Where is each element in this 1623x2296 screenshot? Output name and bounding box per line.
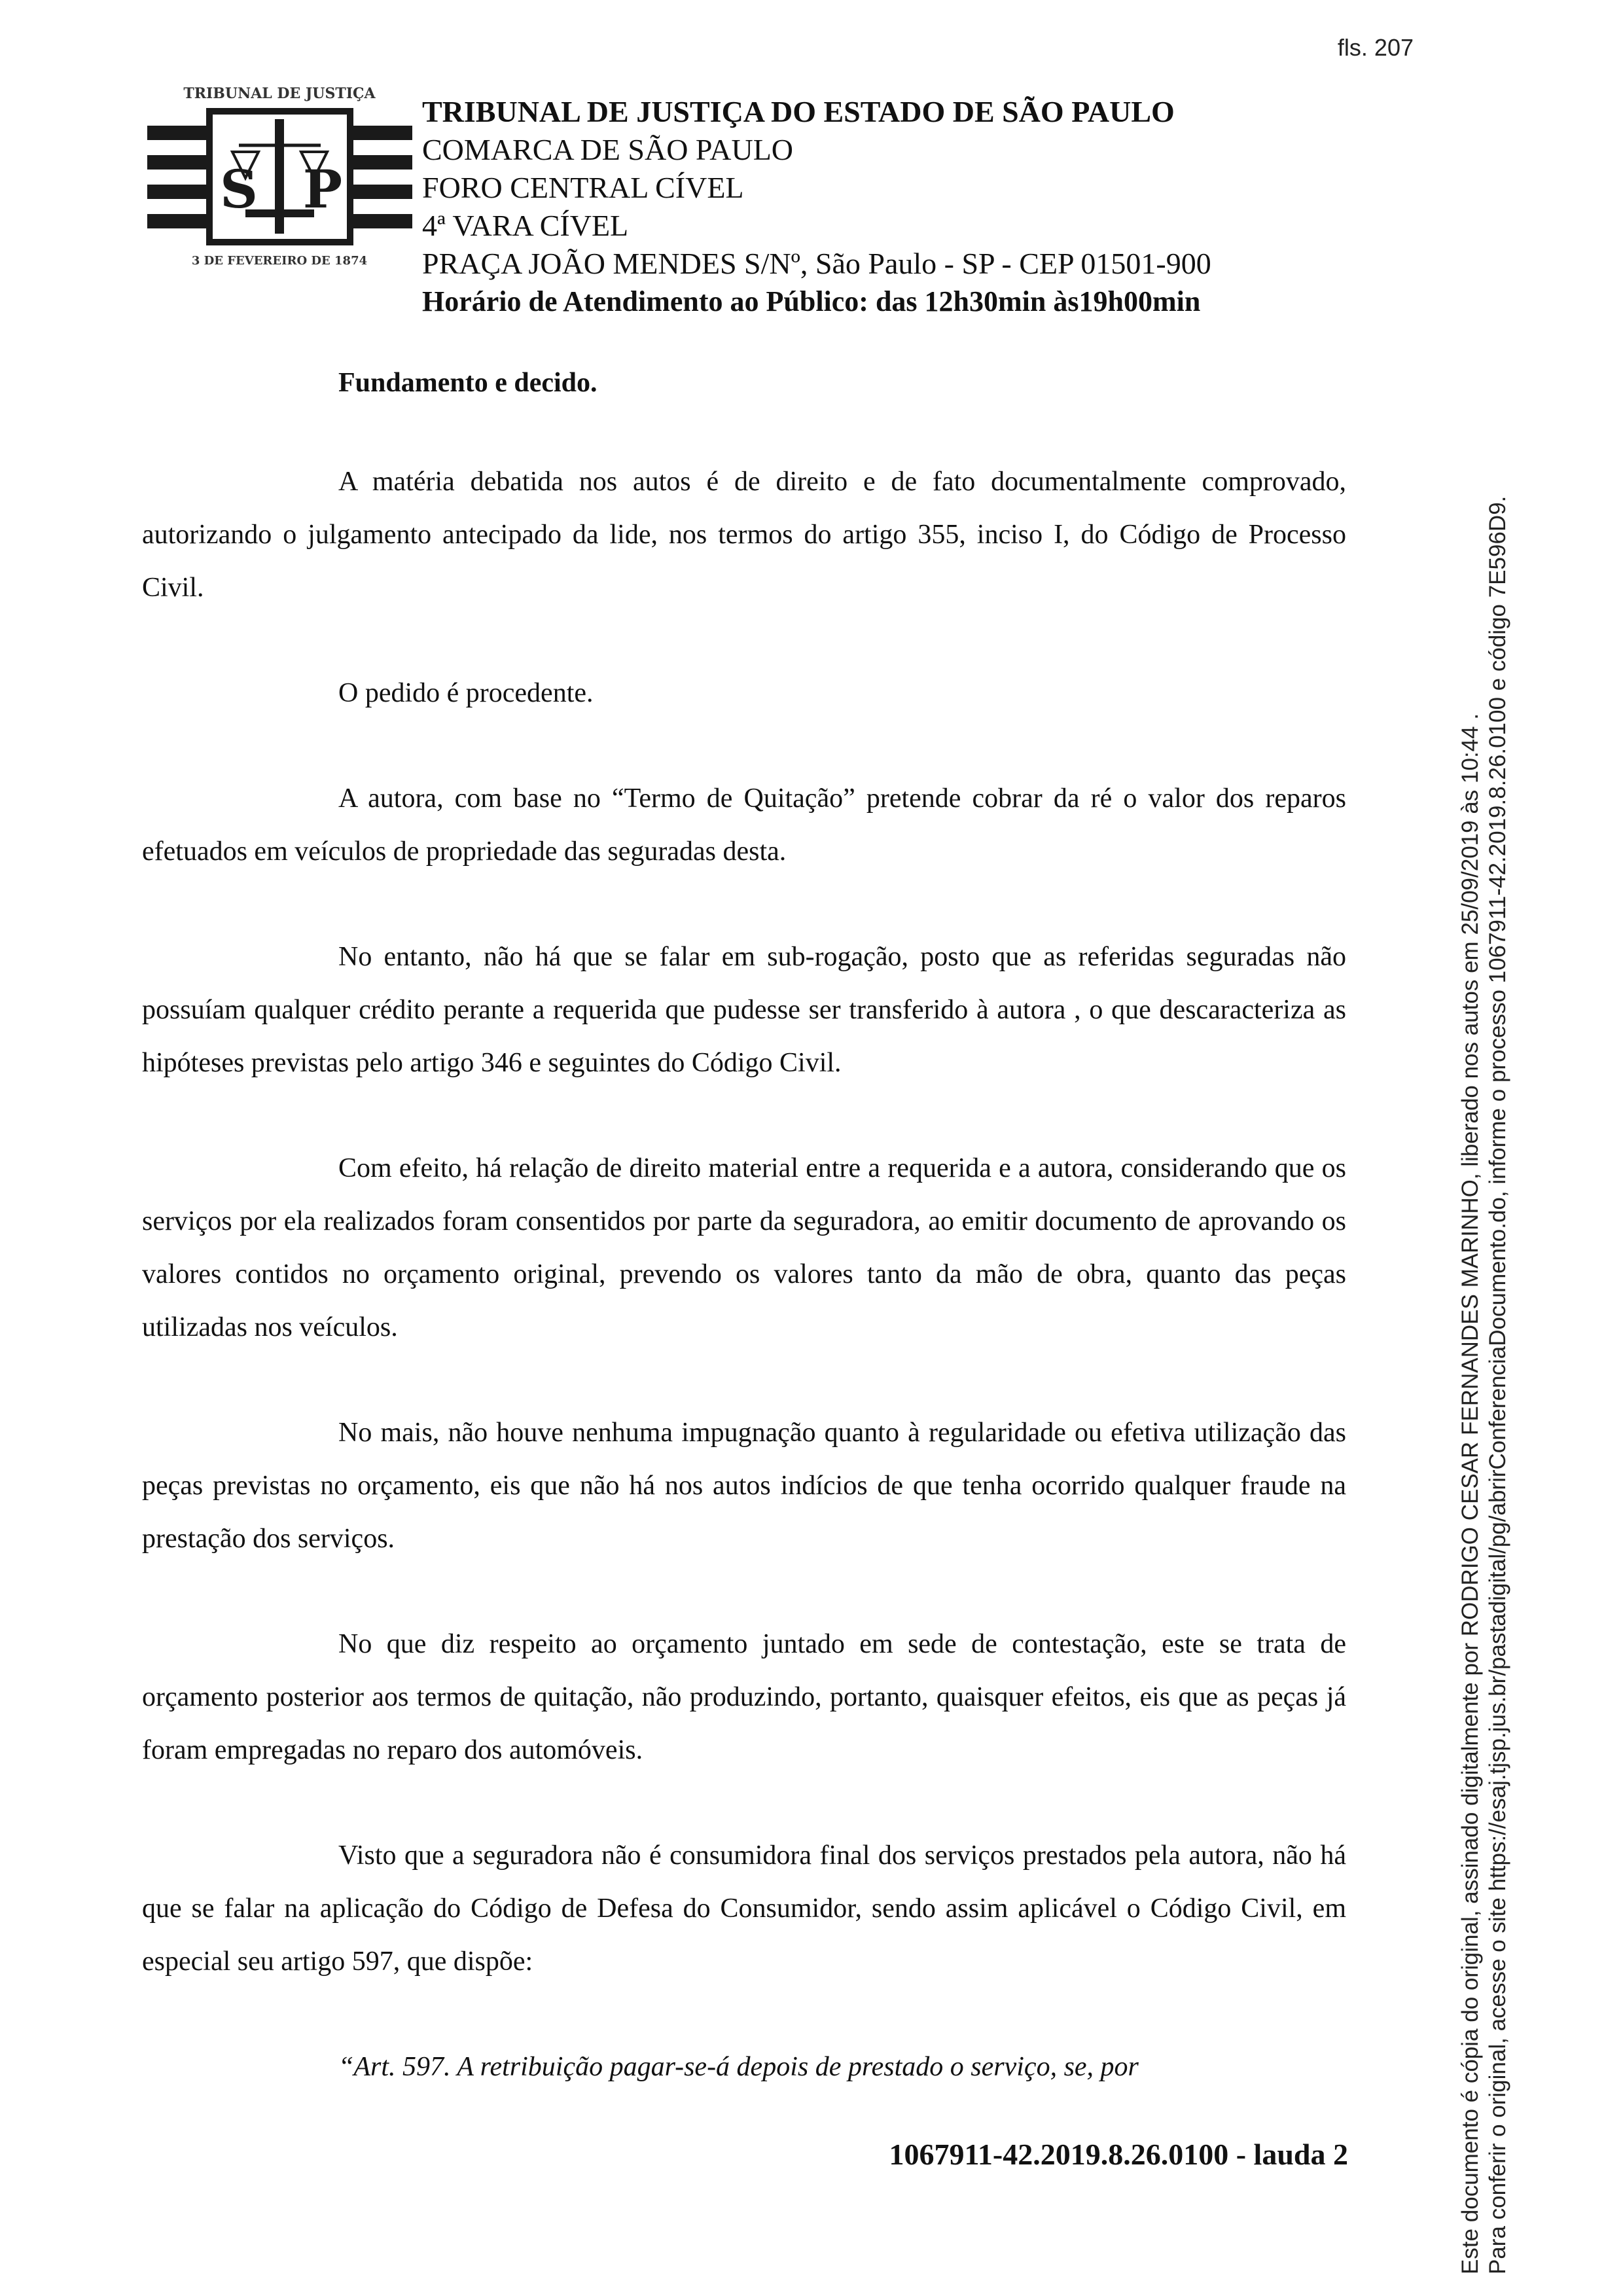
paragraph: Visto que a seguradora não é consumidora final dos serviços prestados pela autora, não há que se falar na aplicação do Código de Defesa do Consumidor, sendo assim aplicável o Código Civil, em especial seu artigo 597, que dispõe: [142, 1840, 1346, 1977]
opening-hours: Horário de Atendimento ao Público: das 12h30min às19h00min [422, 285, 1201, 317]
legal-quote: “Art. 597. A retribuição pagar-se-á depois de prestado o serviço, se, por [338, 2052, 1139, 2082]
paragraph: No mais, não houve nenhuma impugnação quanto à regularidade ou efetiva utilização das peças previstas no orçamento, eis que não há nos autos indícios de que tenha ocorrido qualquer fraude na prestação dos serviços. [142, 1418, 1346, 1554]
paragraph: No que diz respeito ao orçamento juntado em sede de contestação, este se trata de orçamento posterior aos termos de quitação, não produzindo, portanto, quaisquer efeitos, eis que as peças já foram empregadas no reparo dos automóveis. [142, 1629, 1346, 1765]
court-address: PRAÇA JOÃO MENDES S/Nº, São Paulo - SP - CEP 01501-900 [422, 247, 1211, 280]
section-heading: Fundamento e decido. [338, 368, 597, 398]
stamp-line-1: Este documento é cópia do original, assinado digitalmente por RODRIGO CESAR FERNANDES MARINHO, liberado nos autos em 25/09/2019 às 10:44 . [1457, 713, 1483, 2274]
digital-signature-stamp [1457, 496, 1512, 2274]
stamp-line-2: Para conferir o original, acesse o site https://esaj.tjsp.jus.br/pastadigital/pg/abrirConferenciaDocumento.do, informe o processo 1067911-42.2019.8.26.0100 e código 7E596D9. [1485, 495, 1510, 2274]
logo-letter-s: S [220, 158, 258, 220]
vara: 4ª VARA CÍVEL [422, 209, 629, 242]
paragraph: O pedido é procedente. [338, 678, 594, 708]
court-header [422, 93, 1211, 321]
court-name: TRIBUNAL DE JUSTIÇA DO ESTADO DE SÃO PAULO [422, 95, 1175, 128]
paragraph: A autora, com base no “Termo de Quitação” pretende cobrar da ré o valor dos reparos efetuados em veículos de propriedade das seguradas desta. [142, 783, 1346, 867]
foro: FORO CENTRAL CÍVEL [422, 171, 744, 204]
page-number: fls. 207 [1337, 34, 1414, 61]
court-seal-logo [147, 73, 412, 270]
comarca: COMARCA DE SÃO PAULO [422, 133, 794, 166]
logo-top-text: TRIBUNAL DE JUSTIÇA [183, 85, 376, 102]
document-body [142, 357, 1346, 2094]
process-number-footer: 1067911-42.2019.8.26.0100 - lauda 2 [889, 2138, 1348, 2171]
paragraph: Com efeito, há relação de direito material entre a requerida e a autora, considerando que os serviços por ela realizados foram consentidos por parte da seguradora, ao emitir documento de aprovando os valores contidos no orçamento original, prevendo os valores tanto da mão de obra, quanto das peças utilizadas nos veículos. [142, 1153, 1346, 1342]
paragraph: No entanto, não há que se falar em sub-rogação, posto que as referidas seguradas não possuíam qualquer crédito perante a requerida que pudesse ser transferido à autora , o que descaracteriza as hipóteses previstas pelo artigo 346 e seguintes do Código Civil. [142, 942, 1346, 1078]
paragraph: A matéria debatida nos autos é de direito e de fato documentalmente comprovado, autorizando o julgamento antecipado da lide, nos termos do artigo 355, inciso I, do Código de Processo Civil. [142, 467, 1346, 603]
logo-letter-p: P [302, 158, 343, 220]
logo-bottom-text: 3 DE FEVEREIRO DE 1874 [191, 254, 368, 268]
